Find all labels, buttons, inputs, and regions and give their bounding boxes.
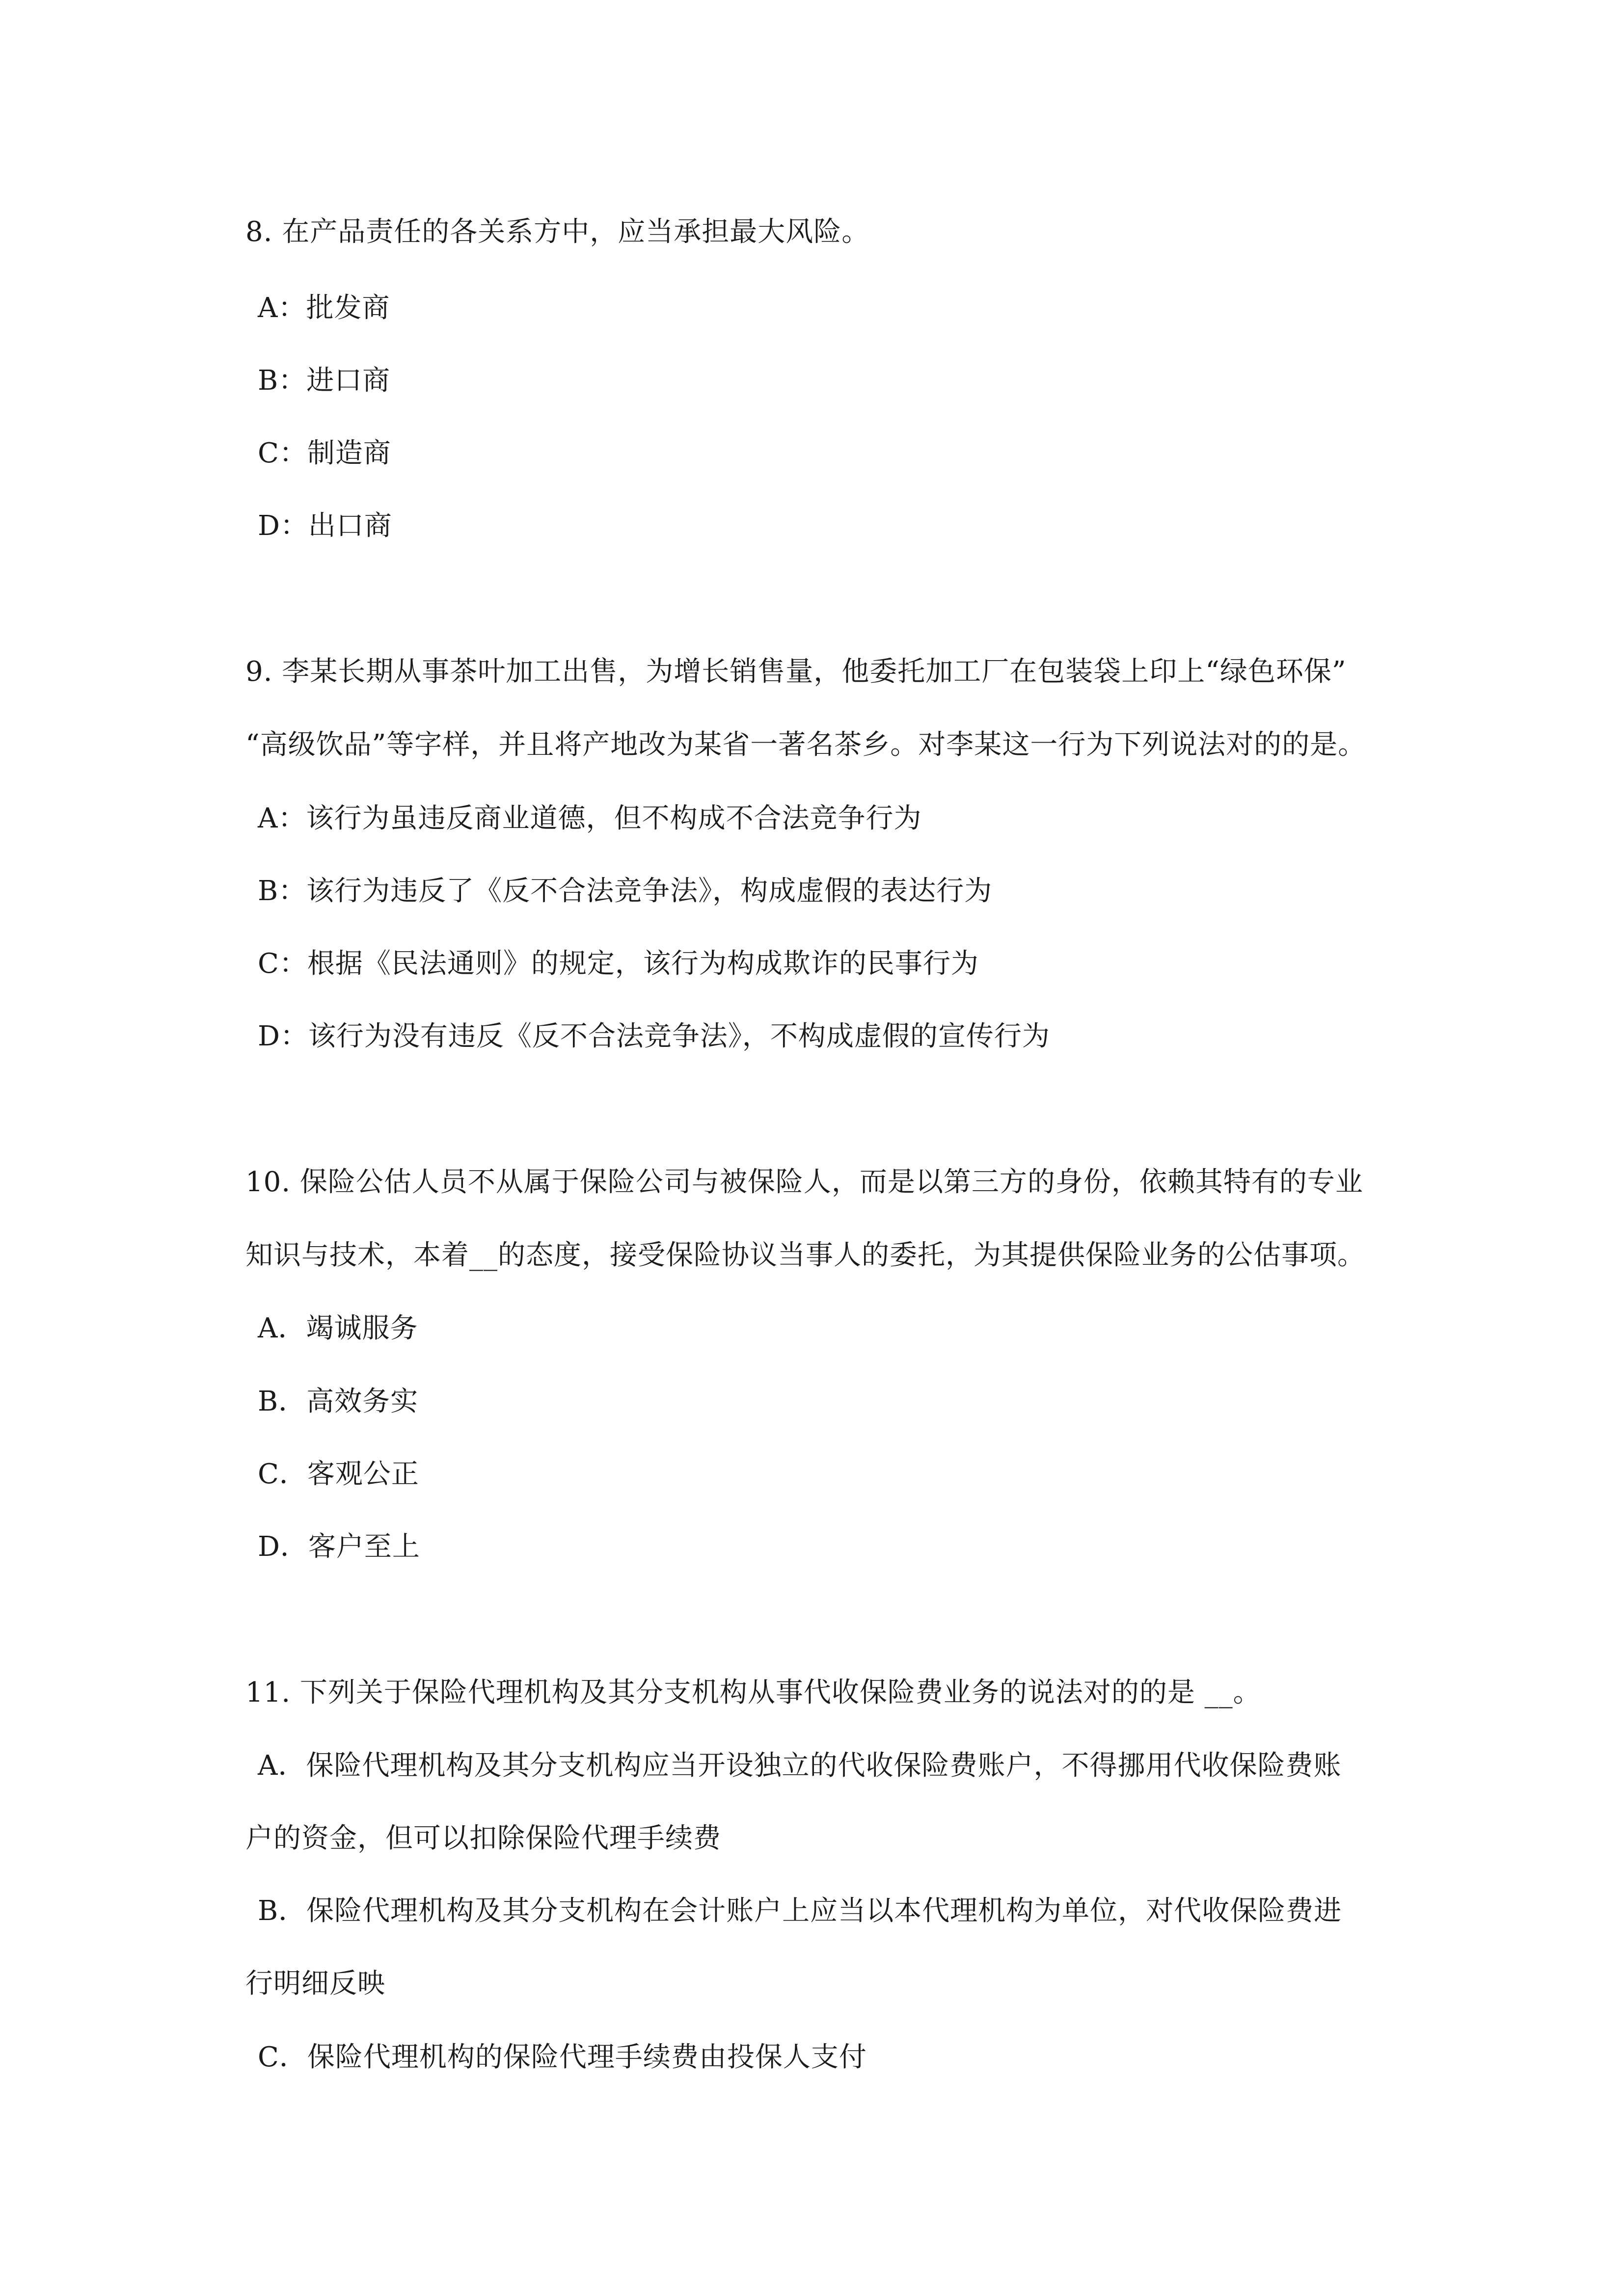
question-9-option-c: C：根据《民法通则》的规定，该行为构成欺诈的民事行为 [258,948,979,980]
question-9-option-b: B：该行为违反了《反不合法竞争法》，构成虚假的表达行为 [258,875,993,907]
question-8-option-a: A：批发商 [258,292,390,324]
question-10-option-b: B．高效务实 [258,1386,419,1417]
question-11-option-c: C．保险代理机构的保险代理手续费由投保人支付 [258,2041,867,2073]
question-11-stem: 11. 下列关于保险代理机构及其分支机构从事代收保险费业务的说法对的的是 __。 [245,1677,1261,1709]
question-8-stem: 8. 在产品责任的各关系方中，应当承担最大风险。 [245,216,870,248]
question-8-option-d: D：出口商 [258,510,392,542]
question-11-option-a-line-2: 户的资金，但可以扣除保险代理手续费 [245,1822,721,1854]
question-10-option-a: A．竭诚服务 [258,1312,418,1344]
question-10-stem-line-1: 10. 保险公估人员不从属于保险公司与被保险人，而是以第三方的身份，依赖其特有的专业 [245,1166,1363,1198]
question-9-stem-line-1: 9. 李某长期从事茶叶加工出售，为增长销售量，他委托加工厂在包装袋上印上“绿色环保” [245,656,1347,688]
question-9-option-d: D：该行为没有违反《反不合法竞争法》，不构成虚假的宣传行为 [258,1020,1050,1052]
question-9-option-a: A：该行为虽违反商业道德，但不构成不合法竞争行为 [258,802,922,834]
question-8-option-b: B：进口商 [258,365,391,397]
question-9-stem-line-2: “高级饮品”等字样，并且将产地改为某省一著名茶乡。对李某这一行为下列说法对的的是。 [245,729,1366,761]
question-11-option-b-line-2: 行明细反映 [245,1968,385,2000]
question-10-option-d: D．客户至上 [258,1531,420,1563]
question-8-option-c: C：制造商 [258,437,391,469]
question-11-option-b-line-1: B．保险代理机构及其分支机构在会计账户上应当以本代理机构为单位，对代收保险费进 [258,1895,1342,1927]
question-11-option-a-line-1: A．保险代理机构及其分支机构应当开设独立的代收保险费账户，不得挪用代收保险费账 [258,1750,1342,1782]
question-10-option-c: C．客观公正 [258,1458,419,1490]
question-10-stem-line-2: 知识与技术，本着__的态度，接受保险协议当事人的委托，为其提供保险业务的公估事项。 [245,1239,1365,1271]
